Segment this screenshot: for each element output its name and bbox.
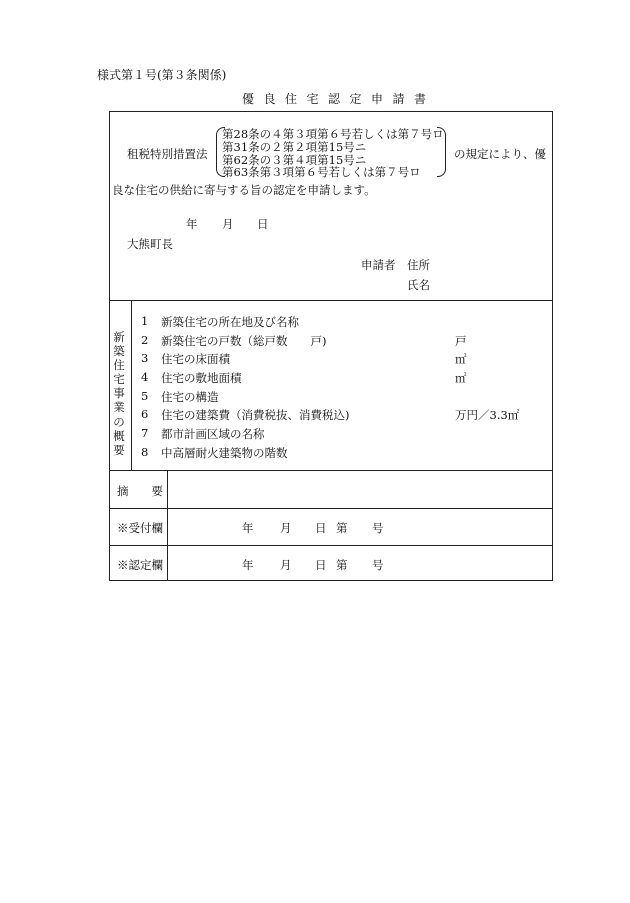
reception-go: 号 xyxy=(372,521,384,535)
summary-vertical-text: 新 築 住 宅 事 業 の 概 要 xyxy=(113,330,125,457)
item-unit: ㎡ xyxy=(455,352,467,366)
item-label: 中高層耐火建築物の階数 xyxy=(161,446,288,460)
certification-year: 年 xyxy=(242,558,254,572)
item-number: 5 xyxy=(141,389,149,403)
item-unit: ㎡ xyxy=(455,371,467,385)
item-number: 3 xyxy=(141,351,149,365)
name-label: 氏名 xyxy=(407,278,430,292)
certification-go: 号 xyxy=(372,558,384,572)
section-divider xyxy=(109,300,553,301)
item-label: 住宅の構造 xyxy=(161,390,219,404)
reception-dai: 第 xyxy=(336,521,348,535)
column-divider xyxy=(167,470,168,581)
item-label: 新築住宅の所在地及び名称 xyxy=(161,315,299,329)
applicant-label: 申請者 xyxy=(361,258,396,272)
provision-line: 第31条の２第２項第15号ニ xyxy=(222,140,367,154)
item-label: 都市計画区域の名称 xyxy=(161,427,265,441)
item-unit: 戸 xyxy=(455,334,467,348)
item-label: 住宅の床面積 xyxy=(161,352,230,366)
provision-line: 第63条第３項第６号若しくは第７号ロ xyxy=(222,165,421,179)
right-brace xyxy=(437,127,446,177)
address-label: 住所 xyxy=(407,258,430,272)
addressee: 大熊町長 xyxy=(127,237,173,251)
section-divider xyxy=(109,508,553,509)
regulation-text: の規定により、優 xyxy=(454,147,546,161)
page-title: 優良住宅認定申請書 xyxy=(242,92,436,106)
law-name: 租税特別措置法 xyxy=(127,147,208,161)
provision-line: 第62条の３第４項第15号ニ xyxy=(222,153,367,167)
reception-month: 月 xyxy=(280,521,292,535)
remarks-label: 摘 要 xyxy=(117,484,163,498)
provision-line: 第28条の４第３項第６号若しくは第７号ロ xyxy=(222,127,444,141)
item-number: 1 xyxy=(141,314,149,328)
form-number: 様式第１号(第３条関係) xyxy=(97,68,227,82)
reception-day: 日 xyxy=(315,521,327,535)
certification-month: 月 xyxy=(280,558,292,572)
certification-day: 日 xyxy=(315,558,327,572)
certification-dai: 第 xyxy=(336,558,348,572)
item-number: 8 xyxy=(141,445,149,459)
application-statement: 良な住宅の供給に寄与する旨の認定を申請します。 xyxy=(112,183,376,197)
column-divider xyxy=(131,300,132,470)
certification-label: ※認定欄 xyxy=(117,558,163,572)
item-unit: 万円／3.3㎡ xyxy=(455,408,520,422)
item-label: 住宅の敷地面積 xyxy=(161,371,242,385)
section-divider xyxy=(109,545,553,546)
item-number: 4 xyxy=(141,370,149,384)
reception-year: 年 xyxy=(242,521,254,535)
item-number: 2 xyxy=(141,333,149,347)
section-divider xyxy=(109,470,553,471)
item-label: 新築住宅の戸数（総戸数 戸) xyxy=(161,334,327,348)
item-label: 住宅の建築費（消費税抜、消費税込) xyxy=(161,408,350,422)
item-number: 6 xyxy=(141,407,149,421)
reception-label: ※受付欄 xyxy=(117,521,163,535)
date-year-label: 年 xyxy=(186,217,198,231)
date-day-label: 日 xyxy=(257,217,269,231)
item-number: 7 xyxy=(141,426,149,440)
summary-vertical-label xyxy=(112,330,126,457)
date-month-label: 月 xyxy=(222,217,234,231)
